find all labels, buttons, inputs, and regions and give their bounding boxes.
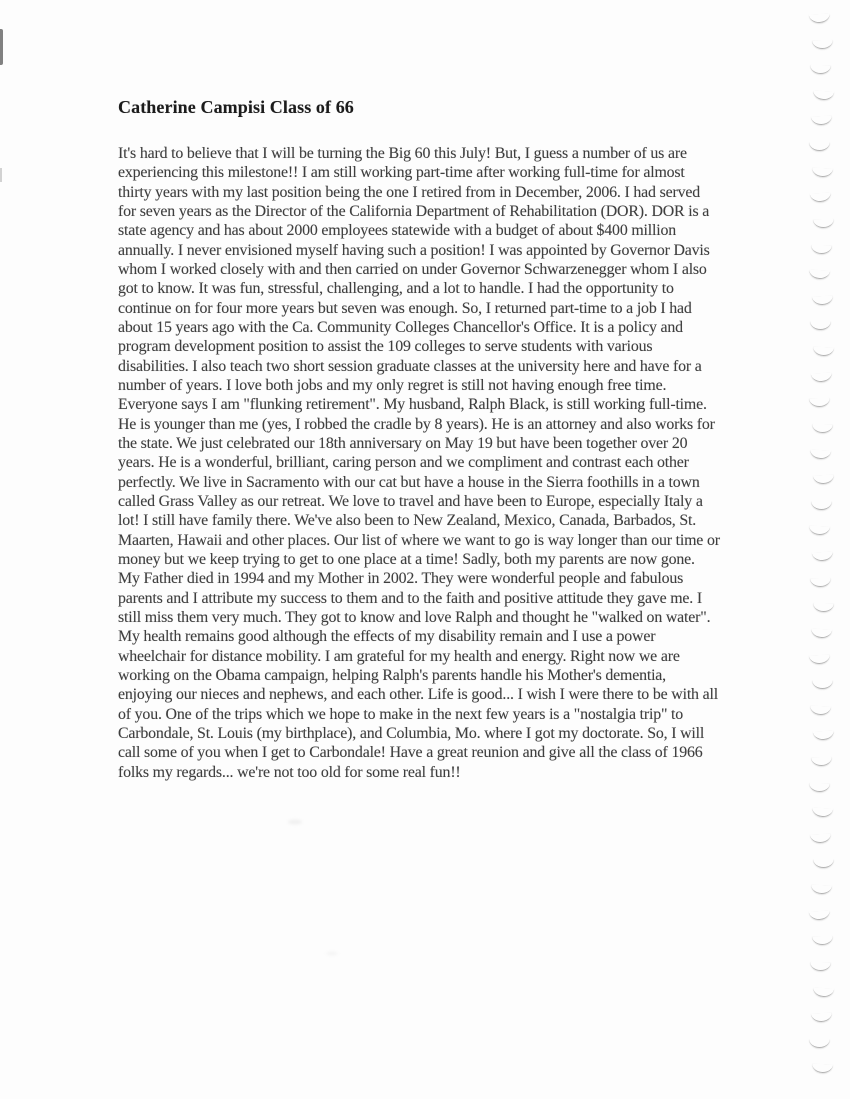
- spiral-coil-mark: [810, 577, 831, 586]
- text-line: working on the Obama campaign, helping Ralph's parents handle his Mother's dementia,: [118, 666, 666, 684]
- spiral-coil-mark: [813, 859, 834, 868]
- text-line: whom I worked closely with and then carried on under Governor Schwarzenegger whom I also: [118, 260, 707, 278]
- spiral-coil-mark: [809, 1039, 830, 1048]
- text-line: It's hard to believe that I will be turning the Big 60 this July! But, I guess a number of us are: [118, 145, 687, 162]
- text-line: Carbondale, St. Louis (my birthplace), and Columbia, Mo. where I got my doctorate. So, I will: [118, 724, 705, 742]
- text-line: He is younger than me (yes, I robbed the cradle by 8 years). He is an attorney and also works for: [118, 415, 715, 433]
- text-line: state agency and has about 2000 employees statewide with a budget of about $400 million: [118, 222, 677, 240]
- text-line: Maarten, Hawaii and other places. Our list of where we want to go is way longer than our time or: [118, 531, 720, 549]
- spiral-coil-mark: [813, 219, 834, 228]
- spiral-coil-mark: [812, 808, 833, 818]
- spiral-coil-mark: [810, 65, 831, 74]
- text-line: called Grass Valley as our retreat. We love to travel and have been to Europe, especially Italy a: [118, 492, 703, 510]
- text-line: program development position to assist the 109 colleges to serve students with various: [118, 338, 653, 356]
- text-line: thirty years with my last position being the one I retired from in December, 2006. I had served: [118, 183, 700, 201]
- text-line: parents and I attribute my success to them and to the faith and positive attitude they gave me. I: [118, 589, 703, 607]
- spiral-coil-mark: [810, 833, 831, 843]
- text-line: the state. We just celebrated our 18th anniversary on May 19 but have been together over 20: [118, 434, 688, 452]
- text-line: of you. One of the trips which we hope to make in the next few years is a "nostalgia trip" to: [118, 705, 684, 723]
- spiral-coil-mark: [811, 757, 832, 766]
- spiral-coil-mark: [811, 244, 832, 253]
- spiral-coil-mark: [812, 167, 833, 177]
- text-line: enjoying our nieces and nephews, and each other. Life is good... I wish I were there to be with all: [118, 686, 718, 704]
- letter-body: [118, 144, 770, 782]
- spiral-coil-mark: [809, 398, 830, 407]
- spiral-coil-mark: [809, 270, 830, 280]
- spiral-coil-mark: [809, 782, 830, 791]
- spiral-coil-mark: [813, 347, 834, 357]
- spiral-coil-mark: [810, 321, 831, 330]
- spiral-coil-mark: [810, 962, 831, 971]
- text-line: got to know. It was fun, stressful, challenging, and a lot to handle. I had the opportunity to: [118, 280, 674, 298]
- text-line: experiencing this milestone!! I am still working part-time after working full-time for almost: [118, 164, 685, 182]
- spiral-coil-mark: [810, 705, 831, 715]
- spiral-coil-mark: [809, 910, 830, 920]
- text-line: call some of you when I get to Carbondale! Have a great reunion and give all the class of 1966: [118, 744, 703, 762]
- spiral-coil-mark: [813, 603, 834, 612]
- spiral-coil-mark: [812, 551, 833, 561]
- text-line: for seven years as the Director of the California Department of Rehabilitation (DOR). DOR is a: [118, 202, 710, 220]
- spiral-coil-mark: [812, 39, 833, 48]
- spiral-coil-mark: [812, 680, 833, 689]
- spiral-coil-mark: [811, 628, 832, 638]
- text-line: lot! I still have family there. We've also been to New Zealand, Mexico, Canada, Barbados, St.: [118, 512, 697, 530]
- spiral-coil-mark: [812, 1064, 833, 1074]
- spiral-coil-mark: [811, 885, 832, 895]
- spiral-coil-mark: [813, 90, 834, 100]
- spiral-coil-mark: [811, 1013, 832, 1023]
- spiral-coil-mark: [813, 475, 834, 485]
- spiral-coil-mark: [811, 116, 832, 126]
- spiral-coil-mark: [811, 372, 832, 382]
- spiral-coil-mark: [809, 654, 830, 664]
- spiral-coil-mark: [809, 142, 830, 151]
- text-line: still miss them very much. They got to know and love Ralph and thought he "walked on water".: [118, 608, 711, 626]
- spiral-coil-mark: [812, 936, 833, 945]
- text-line: annually. I never envisioned myself having such a position! I was appointed by Governor Davis: [118, 241, 710, 259]
- spiral-coil-mark: [813, 987, 834, 997]
- text-line: continue on for four more years but seven was enough. So, I returned part-time to a job I had: [118, 299, 692, 317]
- spiral-coil-mark: [812, 424, 833, 433]
- letter-content: [118, 97, 770, 782]
- text-line: Everyone says I am "flunking retirement". My husband, Ralph Black, is still working full-time.: [118, 396, 707, 414]
- spiral-coil-mark: [809, 526, 830, 536]
- text-line: perfectly. We live in Sacramento with our cat but have a house in the Sierra foothills in a town: [118, 473, 700, 491]
- letter-title: Catherine Campisi Class of 66: [118, 97, 354, 117]
- spiral-coil-mark: [812, 295, 833, 305]
- text-line: My health remains good although the effects of my disability remain and I use a power: [118, 628, 656, 646]
- scan-edge-artifact: [0, 29, 3, 65]
- text-line: years. He is a wonderful, brilliant, caring person and we compliment and contrast each other: [118, 454, 689, 472]
- text-line: folks my regards... we're not too old for some real fun!!: [118, 763, 461, 781]
- spiral-binding-marks: [800, 0, 850, 1099]
- scan-smudge: [288, 820, 302, 824]
- text-line: wheelchair for distance mobility. I am grateful for my health and energy. Right now we are: [118, 647, 680, 665]
- spiral-coil-mark: [813, 731, 834, 741]
- scan-edge-artifact: [0, 168, 2, 182]
- spiral-coil-mark: [810, 193, 831, 203]
- text-line: number of years. I love both jobs and my only regret is still not having enough free time.: [118, 376, 667, 394]
- scan-smudge: [326, 952, 338, 955]
- spiral-coil-mark: [809, 13, 830, 23]
- text-line: money but we keep trying to get to one place at a time! Sadly, both my parents are now gone.: [118, 550, 695, 568]
- text-line: My Father died in 1994 and my Mother in 2002. They were wonderful people and fabulous: [118, 570, 684, 588]
- spiral-coil-mark: [810, 449, 831, 459]
- text-line: about 15 years ago with the Ca. Community Colleges Chancellor's Office. It is a policy and: [118, 318, 683, 336]
- text-line: disabilities. I also teach two short session graduate classes at the university here and have for a: [118, 357, 702, 375]
- spiral-coil-mark: [811, 501, 832, 510]
